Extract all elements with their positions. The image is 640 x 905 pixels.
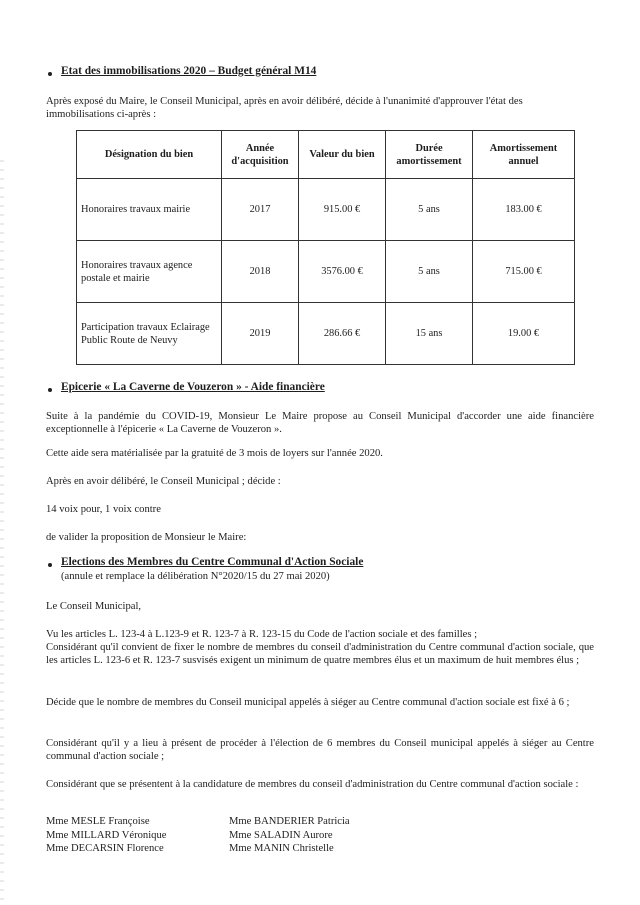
section-heading-immobilisations: Etat des immobilisations 2020 – Budget général M14 bbox=[61, 65, 317, 77]
immobilisations-table bbox=[76, 130, 575, 365]
candidates-left-column bbox=[46, 815, 166, 856]
cell-designation: Participation travaux Eclairage Public Route de Neuvy bbox=[77, 303, 222, 365]
candidate-name: Mme BANDERIER Patricia bbox=[229, 816, 350, 827]
table-row bbox=[77, 179, 575, 241]
header-valeur: Valeur du bien bbox=[299, 131, 386, 179]
epicerie-paragraph-5: de valider la proposition de Monsieur le Maire: bbox=[46, 532, 247, 543]
bullet-icon bbox=[48, 72, 52, 76]
bullet-icon bbox=[48, 388, 52, 392]
header-duree: Durée amortissement bbox=[386, 131, 473, 179]
cell-valeur: 915.00 € bbox=[299, 179, 386, 241]
bullet-icon bbox=[48, 563, 52, 567]
epicerie-paragraph-3: Après en avoir délibéré, le Conseil Municipal ; décide : bbox=[46, 476, 281, 487]
header-amortissement: Amortissement annuel bbox=[473, 131, 575, 179]
cell-amortissement: 19.00 € bbox=[473, 303, 575, 365]
cell-amortissement: 715.00 € bbox=[473, 241, 575, 303]
section-subheading-ccas: (annule et remplace la délibération N°2020/15 du 27 mai 2020) bbox=[61, 571, 330, 582]
cell-duree: 5 ans bbox=[386, 241, 473, 303]
table-row bbox=[77, 303, 575, 365]
cell-duree: 15 ans bbox=[386, 303, 473, 365]
candidate-name: Mme MANIN Christelle bbox=[229, 843, 334, 854]
candidate-name: Mme MILLARD Véronique bbox=[46, 829, 167, 841]
cell-valeur: 286.66 € bbox=[299, 303, 386, 365]
cell-annee: 2017 bbox=[222, 179, 299, 241]
header-designation: Désignation du bien bbox=[77, 131, 222, 179]
ccas-paragraph-4: Considérant qu'il y a lieu à présent de procéder à l'élection de 6 membres du Conseil municipal appelés à siéger au Centre communal d'action sociale ; bbox=[46, 738, 594, 762]
cell-valeur: 3576.00 € bbox=[299, 241, 386, 303]
ccas-paragraph-2b: Considérant qu'il convient de fixer le nombre de membres du conseil d'administration du Centre communal d'action sociale, que les articles L. 123-6 et R. 123-7 susvisés exigent un minimum de quatre membres élus et un maximum de huit membres élus ; bbox=[46, 642, 594, 666]
intro-text-line1: Après exposé du Maire, le Conseil Municipal, après en avoir délibéré, décide à l'unanimité d'approuver l'état des bbox=[46, 96, 523, 107]
header-annee: Année d'acquisition bbox=[222, 131, 299, 179]
ccas-paragraph-1: Le Conseil Municipal, bbox=[46, 601, 142, 612]
candidate-name: Mme MESLE Françoise bbox=[46, 816, 150, 827]
section-heading-epicerie: Epicerie « La Caverne de Vouzeron » - Aide financière bbox=[61, 381, 325, 393]
cell-annee: 2019 bbox=[222, 303, 299, 365]
table-header-row bbox=[77, 131, 575, 179]
candidate-name: Mme SALADIN Aurore bbox=[229, 829, 333, 841]
cell-amortissement: 183.00 € bbox=[473, 179, 575, 241]
table-row bbox=[77, 241, 575, 303]
candidates-right-column bbox=[229, 815, 350, 856]
intro-text-line2: immobilisations ci-après : bbox=[46, 109, 157, 120]
vote-result: 14 voix pour, 1 voix contre bbox=[46, 504, 161, 515]
ccas-paragraph-5: Considérant que se présentent à la candidature de membres du conseil d'administration du Centre communal d'action sociale : bbox=[46, 779, 579, 790]
ccas-paragraph-3: Décide que le nombre de membres du Conseil municipal appelés à siéger au Centre communal d'action sociale est fixé à 6 ; bbox=[46, 697, 570, 708]
cell-designation: Honoraires travaux agence postale et mairie bbox=[77, 241, 222, 303]
candidate-name: Mme DECARSIN Florence bbox=[46, 843, 164, 854]
cell-designation: Honoraires travaux mairie bbox=[77, 179, 222, 241]
cell-annee: 2018 bbox=[222, 241, 299, 303]
epicerie-paragraph-2: Cette aide sera matérialisée par la gratuité de 3 mois de loyers sur l'année 2020. bbox=[46, 448, 383, 459]
section-heading-ccas: Elections des Membres du Centre Communal d'Action Sociale bbox=[61, 556, 364, 568]
ccas-paragraph-2a: Vu les articles L. 123-4 à L.123-9 et R. 123-7 à R. 123-15 du Code de l'action sociale et des familles ; bbox=[46, 629, 478, 640]
scan-edge-artifact bbox=[0, 160, 4, 905]
epicerie-paragraph-1: Suite à la pandémie du COVID-19, Monsieur Le Maire propose au Conseil Municipal d'accorder une aide financière exceptionnelle à l'épicerie « La Caverne de Vouzeron ». bbox=[46, 411, 594, 435]
cell-duree: 5 ans bbox=[386, 179, 473, 241]
